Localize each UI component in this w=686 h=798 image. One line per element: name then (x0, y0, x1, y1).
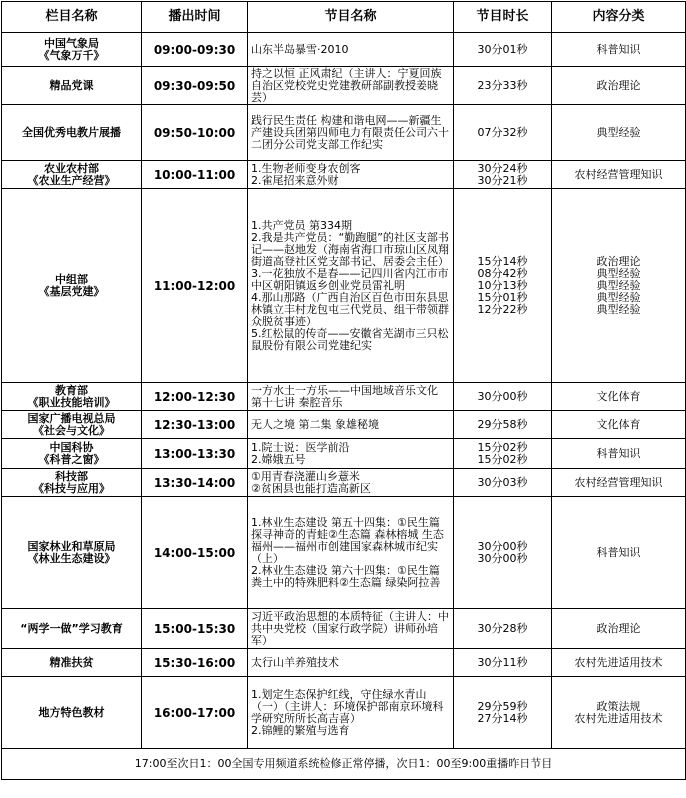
program-item: 山东半岛暴雪·2010 (251, 42, 349, 56)
category-cell (552, 33, 686, 67)
duration-cell (454, 677, 552, 749)
duration-item: 30分11秒 (477, 655, 528, 669)
broadcast-time-cell: 15:30-16:00 (142, 649, 248, 677)
table-row (2, 497, 686, 609)
category-item: 农村先进适用技术 (574, 711, 663, 725)
program-name-cell (248, 411, 454, 439)
program-name-cell (248, 33, 454, 67)
duration-item: 30分00秒 (477, 389, 528, 403)
category-cell (552, 161, 686, 189)
table-row (2, 439, 686, 469)
program-item: 持之以恒 正风肃纪（主讲人：宁夏回族自治区党校党史党建教研部副教授姜晓芸） (251, 66, 442, 104)
duration-cell (454, 33, 552, 67)
table-row (2, 469, 686, 497)
category-item: 政治理论 (596, 254, 641, 268)
program-name-cell (248, 189, 454, 383)
category-item: 科普知识 (596, 42, 641, 56)
duration-item: 30分01秒 (477, 42, 528, 56)
column-name-line: 《职业技能培训》 (27, 395, 116, 409)
duration-cell (454, 189, 552, 383)
program-name-cell (248, 677, 454, 749)
category-item: 政策法规 (596, 699, 641, 713)
category-cell (552, 649, 686, 677)
duration-item: 08分42秒 (477, 266, 528, 280)
broadcast-time-cell: 10:00-11:00 (142, 161, 248, 189)
category-cell (552, 497, 686, 609)
program-name-cell (248, 609, 454, 649)
program-item: 1.生物老师变身农创客 (251, 161, 361, 175)
category-cell (552, 189, 686, 383)
column-name-line: 《科普之窗》 (38, 452, 105, 466)
header-column-name: 栏目名称 (2, 2, 142, 33)
program-item: 1.院士说：医学前沿 (251, 440, 350, 454)
program-name-cell (248, 497, 454, 609)
broadcast-time-cell: 13:00-13:30 (142, 439, 248, 469)
broadcast-time-cell: 09:30-09:50 (142, 67, 248, 105)
column-name-line: 教育部 (55, 383, 88, 397)
category-item: 典型经验 (596, 278, 641, 292)
column-name-cell (2, 439, 142, 469)
column-name-cell (2, 383, 142, 411)
duration-item: 10分13秒 (477, 278, 528, 292)
table-row (2, 677, 686, 749)
table-row (2, 67, 686, 105)
duration-cell (454, 439, 552, 469)
duration-item: 30分21秒 (477, 173, 528, 187)
category-cell (552, 67, 686, 105)
column-name-line: 科技部 (55, 469, 88, 483)
program-item: 2.我是共产党员：“勤跑腿”的社区支部书记——赵地发（海南省海口市琼山区凤翔街道高登社区党支部书记、居委会主任） (251, 230, 449, 268)
schedule-table (1, 1, 686, 780)
column-name-line: 《农业生产经营》 (27, 173, 116, 187)
column-name-line: 《科技与应用》 (33, 481, 110, 495)
broadcast-time-cell: 12:30-13:00 (142, 411, 248, 439)
category-item: 科普知识 (596, 545, 641, 559)
program-name-cell (248, 105, 454, 161)
broadcast-time-cell: 12:00-12:30 (142, 383, 248, 411)
program-item: 习近平政治思想的本质特征（主讲人：中共中央党校（国家行政学院）讲师孙培军） (251, 609, 449, 647)
column-name-cell (2, 609, 142, 649)
program-item: 2.锦鲤的繁殖与选育 (251, 723, 350, 737)
program-item: 5.红松鼠的传奇——安徽省芜湖市三只松鼠股份有限公司党建纪实 (251, 326, 449, 352)
column-name-cell (2, 411, 142, 439)
program-name-cell (248, 67, 454, 105)
duration-cell (454, 105, 552, 161)
column-name-cell (2, 67, 142, 105)
duration-item: 27分14秒 (477, 711, 528, 725)
column-name-line: 国家广播电视总局 (27, 411, 116, 425)
category-item: 政治理论 (596, 78, 641, 92)
broadcast-time-cell: 13:30-14:00 (142, 469, 248, 497)
header-program-name: 节目名称 (248, 2, 454, 33)
column-name-line: 地方特色教材 (38, 705, 105, 719)
broadcast-time-cell: 15:00-15:30 (142, 609, 248, 649)
category-cell (552, 105, 686, 161)
header-row (2, 2, 686, 33)
duration-item: 12分22秒 (477, 302, 528, 316)
broadcast-time-cell: 16:00-17:00 (142, 677, 248, 749)
duration-item: 15分14秒 (477, 254, 528, 268)
duration-item: 15分02秒 (477, 452, 528, 466)
table-row (2, 383, 686, 411)
duration-item: 30分03秒 (477, 475, 528, 489)
duration-cell (454, 161, 552, 189)
program-item: 2.雀尾招来意外财 (251, 173, 339, 187)
duration-item: 29分58秒 (477, 417, 528, 431)
program-name-cell (248, 469, 454, 497)
category-item: 科普知识 (596, 446, 641, 460)
category-item: 典型经验 (596, 125, 641, 139)
column-name-line: 《林业生态建设》 (27, 551, 116, 565)
category-item: 政治理论 (596, 621, 641, 635)
table-row (2, 105, 686, 161)
column-name-line: 《气象万千》 (38, 48, 105, 62)
program-item: 2.嫦娥五号 (251, 452, 306, 466)
program-item: 1.林业生态建设 第五十四集：①民生篇 探寻神奇的青蛙②生态篇 森林榕城 生态福州——福州市创建国家森林城市纪实（上） (251, 515, 444, 565)
program-item: 1.划定生态保护红线，守住绿水青山（一）（主讲人：环境保护部南京环境科学研究所所长高吉喜） (251, 687, 444, 725)
program-name-cell (248, 161, 454, 189)
header-duration: 节目时长 (454, 2, 552, 33)
duration-cell (454, 383, 552, 411)
program-item: 4.那山那路（广西自治区百色市田东县思林镇立丰村龙包屯三代党员、组干带领群众脱贫事迹） (251, 290, 449, 328)
program-item: 一方水土一方乐——中国地域音乐文化 第十七讲 秦腔音乐 (251, 383, 438, 409)
column-name-cell (2, 677, 142, 749)
program-name-cell (248, 649, 454, 677)
program-name-cell (248, 439, 454, 469)
broadcast-time-cell: 09:00-09:30 (142, 33, 248, 67)
column-name-cell (2, 105, 142, 161)
category-item: 典型经验 (596, 266, 641, 280)
column-name-line: 《社会与文化》 (33, 423, 110, 437)
program-item: 太行山羊养殖技术 (251, 655, 339, 669)
footer-row (2, 749, 686, 780)
category-item: 典型经验 (596, 290, 641, 304)
program-name-cell (248, 383, 454, 411)
duration-cell (454, 411, 552, 439)
schedule-body (2, 33, 686, 749)
category-item: 典型经验 (596, 302, 641, 316)
duration-item: 30分00秒 (477, 551, 528, 565)
program-item: 3.一花独放不是春——记四川省内江市市中区朝阳镇返乡创业党员雷礼明 (251, 266, 449, 292)
column-name-line: 中国科协 (49, 440, 94, 454)
column-name-line: “两学一做”学习教育 (20, 621, 123, 635)
column-name-line: 农业农村部 (44, 161, 99, 175)
header-category: 内容分类 (552, 2, 686, 33)
footer-note: 17:00至次日1：00全国专用频道系统检修正常停播，次日1：00至9:00重播昨日节目 (2, 749, 686, 780)
category-item: 文化体育 (596, 417, 641, 431)
duration-cell (454, 649, 552, 677)
category-cell (552, 383, 686, 411)
program-item: 践行民生责任 构建和谐电网——新疆生产建设兵团第四师电力有限责任公司六十二团分公司党支部工作纪实 (251, 113, 449, 151)
duration-cell (454, 609, 552, 649)
category-cell (552, 677, 686, 749)
duration-cell (454, 497, 552, 609)
category-item: 文化体育 (596, 389, 641, 403)
table-row (2, 411, 686, 439)
program-item: 无人之境 第二集 象雄秘境 (251, 417, 379, 431)
duration-item: 07分32秒 (477, 125, 528, 139)
column-name-line: 全国优秀电教片展播 (22, 125, 121, 139)
broadcast-time-cell: 11:00-12:00 (142, 189, 248, 383)
duration-item: 30分00秒 (477, 539, 528, 553)
column-name-line: 国家林业和草原局 (27, 539, 116, 553)
duration-item: 15分02秒 (477, 440, 528, 454)
duration-item: 29分59秒 (477, 699, 528, 713)
column-name-cell (2, 497, 142, 609)
duration-item: 15分01秒 (477, 290, 528, 304)
program-item: 1.共产党员 第334期 (251, 218, 352, 232)
column-name-line: 精准扶贫 (49, 655, 94, 669)
category-cell (552, 469, 686, 497)
program-item: ①用青春浇灌山乡薏米 (251, 469, 360, 483)
column-name-cell (2, 649, 142, 677)
table-row (2, 33, 686, 67)
duration-item: 30分28秒 (477, 621, 528, 635)
duration-cell (454, 67, 552, 105)
duration-item: 30分24秒 (477, 161, 528, 175)
table-row (2, 649, 686, 677)
program-item: ②贫困县也能打造高新区 (251, 481, 371, 495)
table-row (2, 189, 686, 383)
category-item: 农村先进适用技术 (574, 655, 663, 669)
column-name-line: 精品党课 (49, 78, 94, 92)
category-cell (552, 439, 686, 469)
category-cell (552, 609, 686, 649)
column-name-cell (2, 469, 142, 497)
category-item: 农村经营管理知识 (574, 167, 663, 181)
column-name-line: 《基层党建》 (38, 284, 105, 298)
table-row (2, 161, 686, 189)
category-cell (552, 411, 686, 439)
broadcast-time-cell: 09:50-10:00 (142, 105, 248, 161)
header-broadcast-time: 播出时间 (142, 2, 248, 33)
category-item: 农村经营管理知识 (574, 475, 663, 489)
program-item: 2.林业生态建设 第六十四集：①民生篇 粪土中的特殊肥料②生态篇 绿染阿拉善 (251, 563, 441, 589)
duration-item: 23分33秒 (477, 78, 528, 92)
duration-cell (454, 469, 552, 497)
column-name-line: 中组部 (55, 272, 88, 286)
column-name-cell (2, 161, 142, 189)
column-name-line: 中国气象局 (44, 36, 99, 50)
column-name-cell (2, 189, 142, 383)
column-name-cell (2, 33, 142, 67)
table-row (2, 609, 686, 649)
broadcast-time-cell: 14:00-15:00 (142, 497, 248, 609)
